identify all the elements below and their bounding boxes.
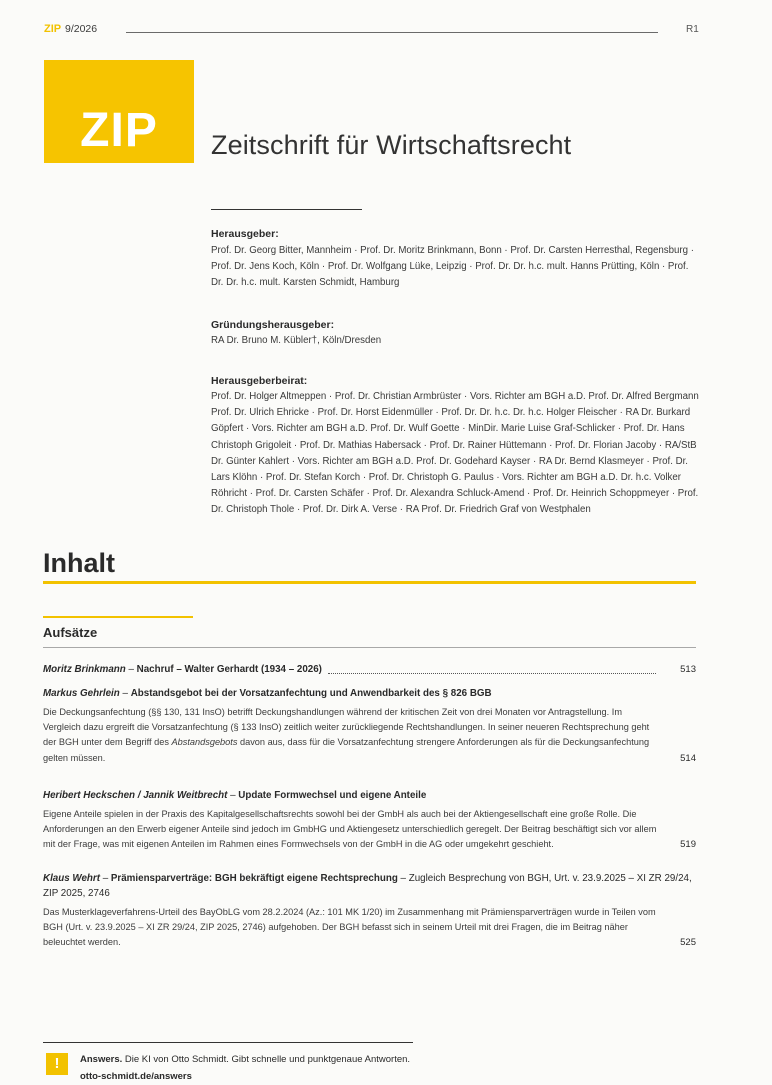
toc-entry-3[interactable]: Heribert Heckschen / Jannik Weitbrecht – Update Formwechsel und eigene Anteile Eigene Anteile spielen in der Praxis des Kapitalgesellschaftsrechts sowohl bei der GmbH als auch bei der Aktiengesellschaft eine große Rolle. Die Anforderungen an den Erwerb eigener Anteile sind jedoch im GmbHG und Aktiengesetz unterschiedlich geregelt. Der Beitrag beschäftigt sich vor allem mit der Frage, was mit eigenen Anteilen im Rahmen eines Formwechsels von der GmbH in die AG oder umgekehrt geschieht. 519	[43, 788, 696, 853]
footer-rule	[43, 1042, 413, 1043]
entry-page: 519	[680, 839, 696, 851]
section-heading: Aufsätze	[43, 625, 98, 640]
advisory-board-label: Herausgeberbeirat:	[211, 375, 308, 387]
header-issue: 9/2026	[65, 23, 98, 35]
logo-text: ZIP	[80, 104, 158, 157]
entry-page: 514	[680, 752, 696, 764]
toc-entry-1[interactable]: Moritz Brinkmann – Nachruf – Walter Gerhardt (1934 – 2026) 513	[43, 664, 696, 675]
header-page-label: R1	[686, 24, 699, 35]
section-rule	[43, 647, 696, 648]
entry-title: Update Formwechsel und eigene Anteile	[238, 790, 427, 801]
footer-link[interactable]: otto-schmidt.de/answers	[80, 1071, 192, 1082]
section-accent-rule	[43, 616, 193, 618]
entry-abstract: Das Musterklageverfahrens-Urteil des BayObLG vom 28.2.2024 (Az.: 101 MK 1/20) im Zusammenhang mit Prämiensparverträgen wurde in Teilen vom BGH (Urt. v. 23.9.2025 – XI ZR 29/24, ZIP 2025, 2746) aufgehoben. Der BGH befasst sich in seinem Urteil mit drei Fragen, die im Beitrag näher beleuchtet werden. 525	[43, 905, 696, 951]
entry-abstract: Eigene Anteile spielen in der Praxis des Kapitalgesellschaftsrechts sowohl bei der GmbH als auch bei der Aktiengesellschaft eine große Rolle. Die Anforderungen an den Erwerb eigener Anteile sind jedoch im GmbHG und Aktiengesetz unterschiedlich geregelt. Der Beitrag beschäftigt sich vor allem mit der Frage, was mit eigenen Anteilen im Rahmen eines Formwechsels von der GmbH in die AG oder umgekehrt geschieht. 519	[43, 807, 696, 853]
contents-heading: Inhalt	[43, 548, 115, 578]
journal-title: Zeitschrift für Wirtschaftsrecht	[211, 130, 572, 160]
entry-author: Heribert Heckschen / Jannik Weitbrecht	[43, 790, 228, 801]
toc-entry-2[interactable]: Markus Gehrlein – Abstandsgebot bei der Vorsatzanfechtung und Anwendbarkeit des § 826 BGB Die Deckungsanfechtung (§§ 130, 131 InsO) betrifft Deckungshandlungen während der kritischen Zeit von drei Monaten vor Antragstellung. Im Vergleich dazu ergreift die Vorsatzanfechtung (§ 133 InsO) zeitlich weiter zurückliegende Rechtshandlungen. In seiner neueren Rechtsprechung geht der BGH unter dem Begriff des Abstandsgebots davon aus, dass für die Vorsatzanfechtung strengere Anforderungen als für die Deckungsanfechtung gelten müssen. 514	[43, 686, 696, 766]
entry-author: Markus Gehrlein	[43, 688, 120, 699]
entry-title: Abstandsgebot bei der Vorsatzanfechtung und Anwendbarkeit des § 826 BGB	[130, 688, 492, 699]
title-rule	[211, 209, 362, 210]
leader-dots	[328, 673, 656, 674]
footer-brand: Answers.	[80, 1054, 123, 1065]
contents-rule	[43, 581, 696, 584]
entry-title: Nachruf – Walter Gerhardt (1934 – 2026)	[136, 664, 322, 675]
founding-editor-label: Gründungsherausgeber:	[211, 319, 335, 331]
answers-icon: !	[46, 1053, 68, 1075]
editors-label: Herausgeber:	[211, 228, 279, 240]
header-journal-short: ZIP	[44, 23, 62, 35]
entry-abstract: Die Deckungsanfechtung (§§ 130, 131 InsO) betrifft Deckungshandlungen während der kritischen Zeit von drei Monaten vor Antragstellung. Im Vergleich dazu ergreift die Vorsatzanfechtung (§ 133 InsO) zeitlich weiter zurückliegende Rechtshandlungen. In seiner neueren Rechtsprechung geht der BGH unter dem Begriff des Abstandsgebots davon aus, dass für die Vorsatzanfechtung strengere Anforderungen als für die Deckungsanfechtung gelten müssen. 514	[43, 705, 696, 766]
journal-logo	[44, 60, 194, 163]
entry-title: Prämiensparverträge: BGH bekräftigt eigene Rechtsprechung	[110, 873, 398, 884]
editors-list: Prof. Dr. Georg Bitter, Mannheim · Prof. Dr. Moritz Brinkmann, Bonn · Prof. Dr. Carsten Herresthal, Regensburg · Prof. Dr. Jens Koch, Köln · Prof. Dr. Wolfgang Lüke, Leipzig · Prof. Dr. Dr. h.c. mult. Hanns Prütting, Köln · Prof. Dr. Dr. h.c. mult. Karsten Schmidt, Hamburg	[211, 245, 694, 289]
founding-editor: RA Dr. Bruno M. Kübler†, Köln/Dresden	[211, 335, 382, 346]
footer-tagline: Die KI von Otto Schmidt. Gibt schnelle und punktgenaue Antworten.	[122, 1054, 411, 1065]
entry-subtitle: – Zugleich Besprechung von BGH, Urt. v. 23.9.2025 – XI ZR 29/24, ZIP 2025, 2746	[43, 873, 692, 899]
footer-ad-text	[80, 1054, 410, 1065]
header-rule	[126, 32, 658, 33]
entry-page: 513	[680, 664, 696, 675]
entry-page: 525	[680, 937, 696, 949]
advisory-board-list: Prof. Dr. Holger Altmeppen · Prof. Dr. Christian Armbrüster · Vors. Richter am BGH a.D. Prof. Dr. Alfred Bergmann Prof. Dr. Ulrich Ehricke · Prof. Dr. Horst Eidenmüller · Prof. Dr. Dr. h.c. Dr. h.c. Holger Fleischer · RA Dr. Burkard Göpfert · Vors. Richter am BGH a.D. Prof. Dr. Wulf Goette · MinDir. Marie Luise Graf-Schlicker · Prof. Dr. Hans Christoph Grigoleit · Prof. Dr. Mathias Habersack · Prof. Dr. Rainer Hüttemann · Prof. Dr. Florian Jacoby · RA/StB Dr. Günter Kahlert · Vors. Richter am BGH a.D. Prof. Dr. Godehard Kayser · RA Dr. Bernd Klasmeyer · Prof. Dr. Lars Klöhn · Prof. Dr. Stefan Korch · Prof. Dr. Christoph G. Paulus · Vors. Richter am BGH a.D. Dr. h.c. Volker Röhricht · Prof. Dr. Carsten Schäfer · Prof. Dr. Alexandra Schluck-Amend · Prof. Dr. Heinrich Schoppmeyer · Prof. Dr. Christoph Thole · Prof. Dr. Dirk A. Verse · RA Prof. Dr. Friedrich Graf von Westphalen	[211, 391, 699, 516]
entry-author: Klaus Wehrt	[43, 873, 100, 884]
entry-author: Moritz Brinkmann	[43, 664, 126, 675]
toc-entry-4[interactable]: Klaus Wehrt – Prämiensparverträge: BGH bekräftigt eigene Rechtsprechung – Zugleich Besprechung von BGH, Urt. v. 23.9.2025 – XI ZR 29/24, ZIP 2025, 2746 Das Musterklageverfahrens-Urteil des BayObLG vom 28.2.2024 (Az.: 101 MK 1/20) im Zusammenhang mit Prämiensparverträgen wurde in Teilen vom BGH (Urt. v. 23.9.2025 – XI ZR 29/24, ZIP 2025, 2746) aufgehoben. Der BGH befasst sich in seinem Urteil mit drei Fragen, die im Beitrag näher beleuchtet werden. 525	[43, 871, 696, 951]
